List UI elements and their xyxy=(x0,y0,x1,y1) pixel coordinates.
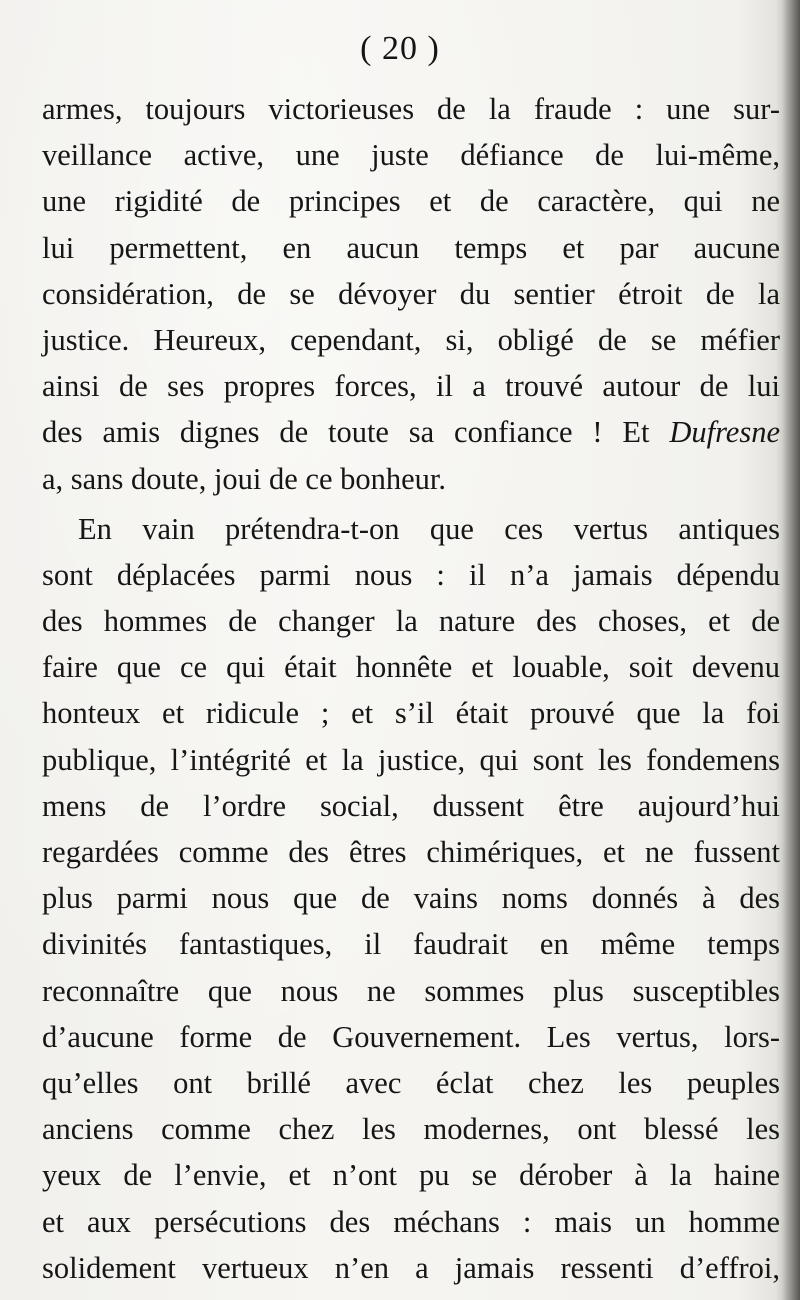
page-number: ( 20 ) xyxy=(360,30,440,67)
text-line: divinités fantastiques, il faudrait en même temps xyxy=(42,927,780,962)
text-line: faire que ce qui était honnête et louable, soit devenu xyxy=(42,650,780,685)
text-line: reconnaître que nous ne sommes plus susceptibles xyxy=(42,973,780,1008)
text-line: En vain prétendra-t-on que ces vertus antiques xyxy=(78,511,780,546)
text-line: une rigidité de principes et de caractère, qui ne xyxy=(42,184,780,219)
text-line: yeux de l’envie, et n’ont pu se dérober à la haine xyxy=(42,1158,780,1193)
text-line: armes, toujours victorieuses de la fraude : une sur- xyxy=(42,92,780,126)
text-line: regardées comme des êtres chimériques, et ne fussent xyxy=(42,835,780,869)
text-line: ainsi de ses propres forces, il a trouvé autour de lui xyxy=(42,369,780,404)
text-line: solidement vertueux n’en a jamais ressenti d’effroi, xyxy=(42,1250,780,1285)
text-line: d’aucune forme de Gouvernement. Les vertus, lors- xyxy=(42,1019,780,1054)
text-line: justice. Heureux, cependant, si, obligé de se méfier xyxy=(42,322,780,357)
text-line: des hommes de changer la nature des choses, et de xyxy=(42,604,780,639)
text-line: veillance active, une juste défiance de lui-même, xyxy=(42,138,780,173)
text-line: sont déplacées parmi nous : il n’a jamais dépendu xyxy=(42,557,780,592)
text-line: mens de l’ordre social, dussent être aujourd’hui xyxy=(42,788,780,823)
text-line: des amis dignes de toute sa confiance ! Et Dufresne xyxy=(42,415,780,450)
page-edge-shadow xyxy=(782,0,800,1300)
text-line: honteux et ridicule ; et s’il était prouvé que la foi xyxy=(42,696,780,731)
italic-name: Dufresne xyxy=(669,415,780,450)
text-line: anciens comme chez les modernes, ont blessé les xyxy=(42,1112,780,1147)
text-line: considération, de se dévoyer du sentier étroit de la xyxy=(42,276,780,311)
text-line: qu’elles ont brillé avec éclat chez les peuples xyxy=(42,1065,780,1100)
text-line: et aux persécutions des méchans : mais un homme xyxy=(42,1204,780,1239)
text-line: plus parmi nous que de vains noms donnés à des xyxy=(42,881,780,916)
text-line: lui permettent, en aucun temps et par aucune xyxy=(42,230,780,265)
body-text xyxy=(42,86,780,1291)
text-line: a, sans doute, joui de ce bonheur. xyxy=(42,461,447,496)
text-line: publique, l’intégrité et la justice, qui sont les fondemens xyxy=(42,742,780,777)
